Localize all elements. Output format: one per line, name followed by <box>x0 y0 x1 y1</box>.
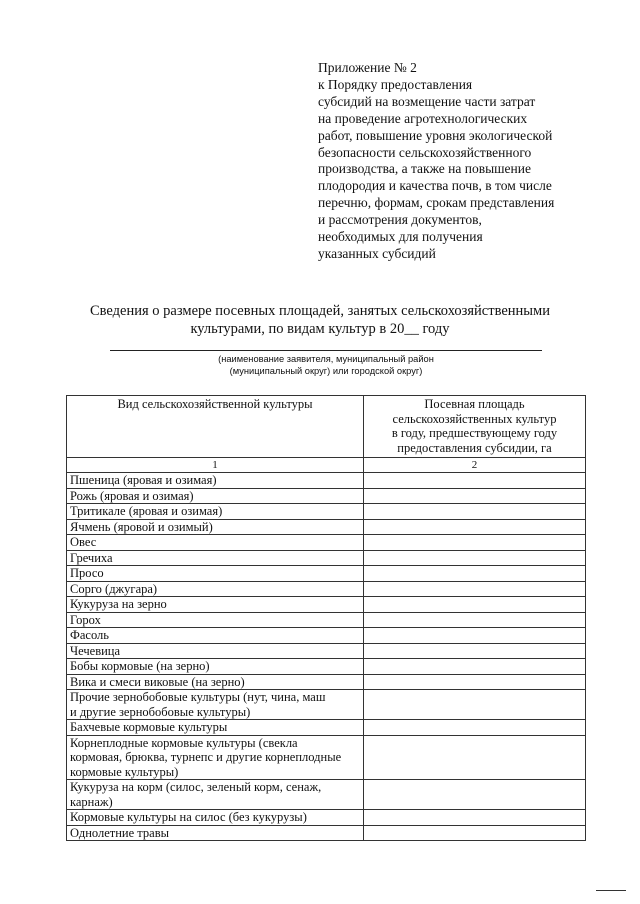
crop-area-table <box>66 395 586 841</box>
sown-area-cell[interactable] <box>364 597 586 613</box>
crop-name-line: Ячмень (яровой и озимый) <box>70 519 213 534</box>
appendix-line: необходимых для получения <box>318 229 483 245</box>
page-edge-mark <box>596 890 626 891</box>
sown-area-cell[interactable] <box>364 643 586 659</box>
sown-area-cell[interactable] <box>364 810 586 826</box>
appendix-line: перечню, формам, срокам представления <box>318 195 555 211</box>
crop-name-line: Бахчевые кормовые культуры <box>70 720 228 734</box>
crop-name-cell <box>67 720 364 736</box>
crop-name-line: Фасоль <box>70 628 109 642</box>
crop-name-cell <box>67 535 364 551</box>
appendix-line: Приложение № 2 <box>318 60 417 75</box>
table-row <box>67 825 586 841</box>
sown-area-cell[interactable] <box>364 473 586 489</box>
crop-name-line: Вика и смеси виковые (на зерно) <box>70 674 245 689</box>
crop-name-cell <box>67 810 364 826</box>
table-row <box>67 535 586 551</box>
appendix-line: плодородия и качества почв, в том числе <box>318 178 552 194</box>
table-row <box>67 674 586 690</box>
sown-area-cell[interactable] <box>364 674 586 690</box>
column-number: 2 <box>364 458 586 473</box>
sown-area-cell[interactable] <box>364 504 586 520</box>
crop-name-line: и другие зернобобовые культуры) <box>70 704 251 719</box>
table-row <box>67 628 586 644</box>
crop-name-cell <box>67 473 364 489</box>
document-title <box>40 302 600 338</box>
crop-name-line: Сорго (джугара) <box>70 581 158 596</box>
crop-name-line: Прочие зернобобовые культуры (нут, чина, маш <box>70 690 326 704</box>
crop-name-cell <box>67 597 364 613</box>
header-line: предоставления субсидии, га <box>397 440 552 455</box>
crop-name-cell <box>67 780 364 810</box>
table-row <box>67 473 586 489</box>
crop-name-line: карнаж) <box>70 794 113 809</box>
table-row <box>67 659 586 675</box>
appendix-line: на проведение агротехнологических <box>318 110 528 126</box>
table-row <box>67 504 586 520</box>
crop-name-line: кормовая, брюква, турнепс и другие корнеплодные <box>70 750 342 764</box>
crop-name-line: Корнеплодные кормовые культуры (свекла <box>70 735 298 750</box>
appendix-line: работ, повышение уровня экологической <box>318 127 553 143</box>
crop-name-cell <box>67 643 364 659</box>
crop-name-cell <box>67 659 364 675</box>
crop-name-cell <box>67 581 364 597</box>
crop-name-cell <box>67 504 364 520</box>
appendix-line: производства, а также на повышение <box>318 161 531 177</box>
caption-line: (наименование заявителя, муниципальный район <box>218 354 434 364</box>
crop-name-cell <box>67 825 364 841</box>
header-line: в году, предшествующему году <box>391 426 558 441</box>
crop-name-line: Тритикале (яровая и озимая) <box>70 504 223 518</box>
applicant-name-underline <box>110 350 542 351</box>
sown-area-cell[interactable] <box>364 488 586 504</box>
crop-name-line: Кукуруза на корм (силос, зеленый корм, сенаж, <box>70 780 322 794</box>
table-row <box>67 690 586 720</box>
column-number-row <box>67 458 586 473</box>
table-row <box>67 581 586 597</box>
table-row <box>67 643 586 659</box>
applicant-caption <box>110 353 542 377</box>
crop-name-line: Гречиха <box>70 550 113 565</box>
table-row <box>67 780 586 810</box>
header-line: сельскохозяйственных культур <box>392 411 557 426</box>
title-line: Сведения о размере посевных площадей, занятых сельскохозяйственными <box>90 303 550 319</box>
table-row <box>67 735 586 780</box>
sown-area-cell[interactable] <box>364 566 586 582</box>
crop-name-cell <box>67 690 364 720</box>
crop-name-cell <box>67 488 364 504</box>
appendix-block <box>318 60 618 263</box>
table-row <box>67 488 586 504</box>
crop-name-cell <box>67 519 364 535</box>
crop-name-line: кормовые культуры) <box>70 764 179 779</box>
crop-name-line: Однолетние травы <box>70 825 170 840</box>
crop-name-cell <box>67 550 364 566</box>
crop-name-cell <box>67 612 364 628</box>
crop-name-line: Горох <box>70 612 101 627</box>
crop-name-line: Кормовые культуры на силос (без кукурузы) <box>70 810 307 824</box>
table-row <box>67 566 586 582</box>
sown-area-cell[interactable] <box>364 735 586 780</box>
header-crop-type: Вид сельскохозяйственной культуры <box>67 396 364 458</box>
crop-name-cell <box>67 674 364 690</box>
crop-name-line: Кукуруза на зерно <box>70 597 167 611</box>
crop-name-line: Пшеница (яровая и озимая) <box>70 473 217 487</box>
table-row <box>67 550 586 566</box>
crop-name-cell <box>67 735 364 780</box>
crop-name-cell <box>67 566 364 582</box>
title-line: культурами, по видам культур в 20__ году <box>190 321 450 337</box>
sown-area-cell[interactable] <box>364 690 586 720</box>
crop-name-line: Рожь (яровая и озимая) <box>70 488 194 503</box>
appendix-line: к Порядку предоставления <box>318 76 473 92</box>
table-row <box>67 519 586 535</box>
column-number: 1 <box>67 458 364 473</box>
table-row <box>67 720 586 736</box>
appendix-line: и рассмотрения документов, <box>318 212 482 228</box>
table-header-row <box>67 396 586 458</box>
sown-area-cell[interactable] <box>364 628 586 644</box>
sown-area-cell[interactable] <box>364 581 586 597</box>
appendix-line: безопасности сельскохозяйственного <box>318 144 532 160</box>
crop-name-line: Чечевица <box>70 643 121 658</box>
caption-line: (муниципальный округ) или городской округ) <box>229 366 423 376</box>
appendix-line: указанных субсидий <box>318 245 436 261</box>
table-row <box>67 597 586 613</box>
sown-area-cell[interactable] <box>364 550 586 566</box>
table-row <box>67 810 586 826</box>
sown-area-cell[interactable] <box>364 825 586 841</box>
sown-area-cell[interactable] <box>364 612 586 628</box>
appendix-line: субсидий на возмещение части затрат <box>318 93 536 109</box>
crop-name-line: Овес <box>70 535 97 549</box>
sown-area-cell[interactable] <box>364 519 586 535</box>
sown-area-cell[interactable] <box>364 659 586 675</box>
crop-name-line: Бобы кормовые (на зерно) <box>70 659 210 673</box>
crop-name-cell <box>67 628 364 644</box>
header-line: Посевная площадь <box>424 397 525 411</box>
sown-area-cell[interactable] <box>364 720 586 736</box>
header-sown-area <box>364 396 586 458</box>
table-row <box>67 612 586 628</box>
sown-area-cell[interactable] <box>364 780 586 810</box>
table-body <box>67 473 586 841</box>
sown-area-cell[interactable] <box>364 535 586 551</box>
crop-name-line: Просо <box>70 566 104 580</box>
